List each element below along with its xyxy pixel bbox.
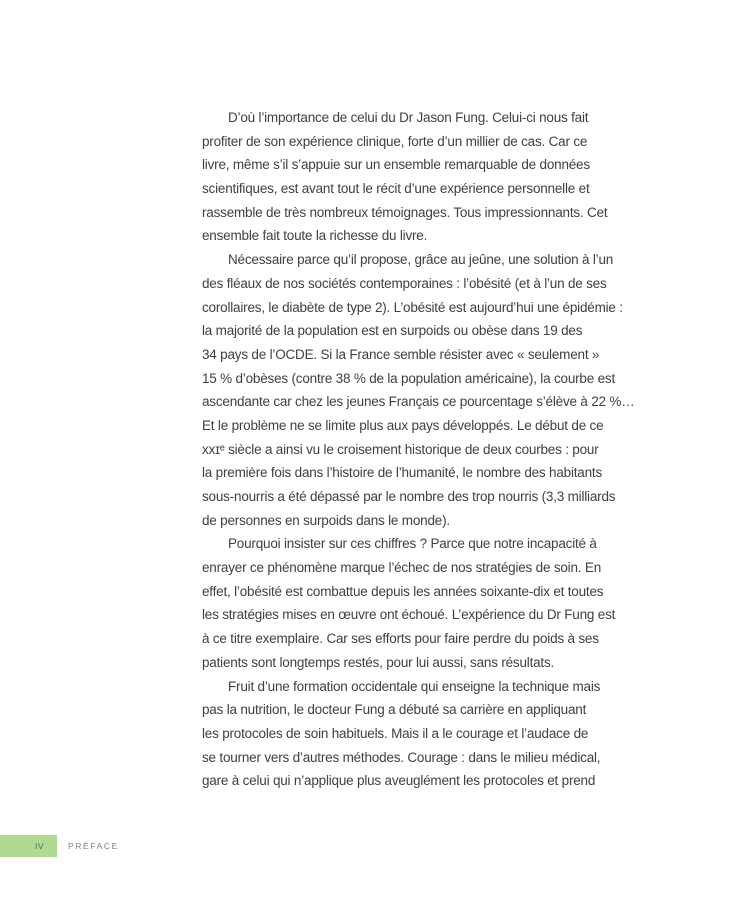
text-line: Nécessaire parce qu’il propose, grâce au jeûne, une solution à l’un	[228, 252, 614, 268]
text-line: patients sont longtemps restés, pour lui aussi, sans résultats.	[202, 654, 555, 670]
text-line: gare à celui qui n’applique plus aveuglément les protocoles et prend	[202, 773, 596, 789]
page-number: IV	[35, 841, 45, 851]
text-line: livre, même s’il s’appuie sur un ensemble remarquable de données	[202, 157, 590, 173]
text-line: Pourquoi insister sur ces chiffres ? Parce que notre incapacité à	[228, 536, 597, 552]
text-line: effet, l’obésité est combattue depuis les années soixante-dix et toutes	[202, 583, 604, 599]
text-line: de personnes en surpoids dans le monde).	[202, 512, 450, 528]
text-line: 34 pays de l’OCDE. Si la France semble résister avec « seulement »	[202, 346, 600, 362]
text-line: corollaires, le diabète de type 2). L’obésité est aujourd’hui une épidémie :	[202, 299, 623, 315]
text-line: 15 % d’obèses (contre 38 % de la population américaine), la courbe est	[202, 370, 616, 386]
text-line: se tourner vers d’autres méthodes. Courage : dans le milieu médical,	[202, 749, 601, 765]
text-line: à ce titre exemplaire. Car ses efforts pour faire perdre du poids à ses	[202, 631, 599, 647]
text-line: scientifiques, est avant tout le récit d’une expérience personnelle et	[202, 181, 590, 197]
paragraph	[202, 532, 677, 674]
text-line: ascendante car chez les jeunes Français ce pourcentage s’élève à 22 %…	[202, 394, 635, 410]
text-line: pas la nutrition, le docteur Fung a débuté sa carrière en appliquant	[202, 702, 587, 718]
text-line: rassemble de très nombreux témoignages. Tous impressionnants. Cet	[202, 204, 608, 220]
text-line: la première fois dans l’histoire de l’humanité, le nombre des habitants	[202, 465, 603, 481]
text-line: profiter de son expérience clinique, forte d’un millier de cas. Car ce	[202, 133, 588, 149]
text-line: les stratégies mises en œuvre ont échoué. L’expérience du Dr Fung est	[202, 607, 616, 623]
text-line: la majorité de la population est en surpoids ou obèse dans 19 des	[202, 323, 583, 339]
text-line: Et le problème ne se limite plus aux pays développés. Le début de ce	[202, 417, 604, 433]
text-line: Fruit d’une formation occidentale qui enseigne la technique mais	[228, 678, 601, 694]
text-line: xxɪᵉ siècle a ainsi vu le croisement historique de deux courbes : pour	[202, 441, 599, 457]
text-line: enrayer ce phénomène marque l’échec de nos stratégies de soin. En	[202, 560, 602, 576]
text-line: les protocoles de soin habituels. Mais il a le courage et l’audace de	[202, 725, 589, 741]
text-line: des fléaux de nos sociétés contemporaines : l’obésité (et à l’un de ses	[202, 275, 607, 291]
section-label: PRÉFACE	[68, 841, 119, 851]
paragraph	[202, 675, 677, 793]
text-line: sous-nourris a été dépassé par le nombre des trop nourris (3,3 milliards	[202, 489, 616, 504]
paragraph	[202, 248, 677, 532]
text-line: ensemble fait toute la richesse du livre.	[202, 228, 428, 244]
page-number-box	[0, 835, 57, 857]
paragraph	[202, 106, 677, 248]
preface-text-block	[202, 106, 677, 793]
text-line: D’où l’importance de celui du Dr Jason Fung. Celui-ci nous fait	[228, 110, 589, 125]
